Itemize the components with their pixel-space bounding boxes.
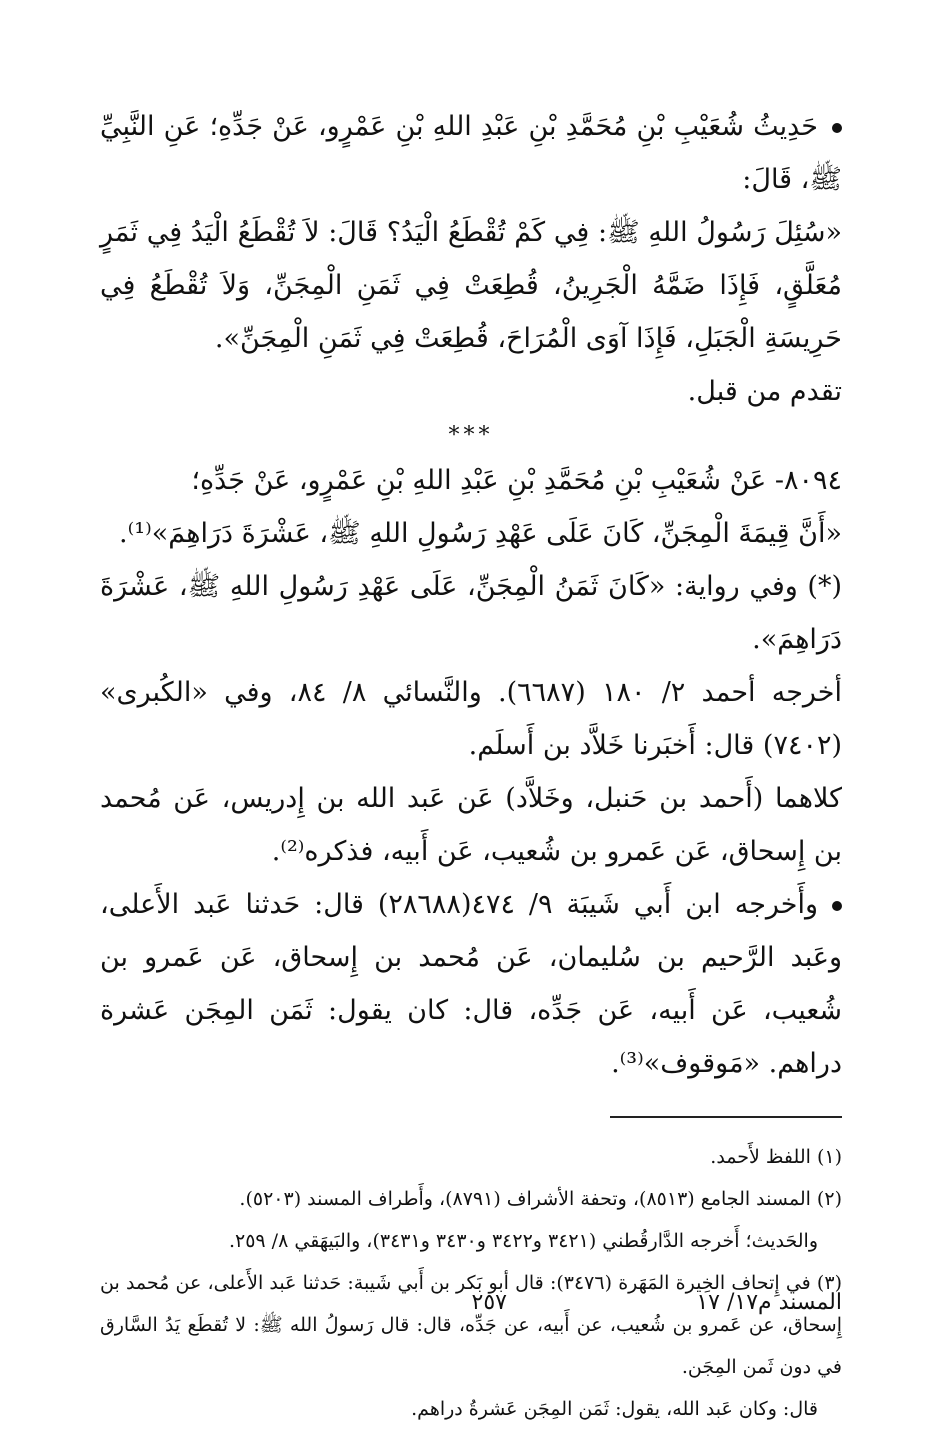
- main-text: [100, 100, 842, 1090]
- signature-mark: المسند م١٧/ ١٧: [696, 1290, 842, 1315]
- paragraph-variant: (*) وفي رواية: «كَانَ ثَمَنُ الْمِجَنِّ، عَلَى عَهْدِ رَسُولِ اللهِ ﷺ، عَشْرَةَ دَرَاهِمَ».: [100, 571, 842, 655]
- paragraph-text: وأَخرجه ابن أَبي شَيبَة ٩/ ٤٧٤(٢٨٦٨٨) قال: حَدثنا عَبد الأَعلى، وعَبد الرَّحيم بن سُليمان، عَن مُحمد بن إِسحاق، عَن عَمرو بن شُعيب، عَن أَبيه، عَن جَدِّه، قال: كان يقول: ثَمَن المِجَن عَشرة دراهم. «مَوقوف»⁽³⁾.: [100, 889, 842, 1079]
- footnote-2: (٢) المسند الجامع (٨٥١٣)، وتحفة الأشراف (٨٧٩١)، وأَطراف المسند (٥٢٠٣).: [239, 1188, 842, 1210]
- footnotes: [100, 1136, 842, 1430]
- page-number: ٢٥٧: [471, 1290, 507, 1315]
- footnote-3-continued: قال: وكان عَبد الله، يقول: ثَمَن المِجَن عَشرةُ دراهم.: [411, 1398, 818, 1420]
- paragraph-note: تقدم من قبل.: [687, 376, 842, 407]
- paragraph-hadith-text: «سُئِلَ رَسُولُ اللهِ ﷺ: فِي كَمْ تُقْطَعُ الْيَدُ؟ قَالَ: لاَ تُقْطَعُ الْيَدُ فِي ثَمَرٍ مُعَلَّقٍ، فَإِذَا ضَمَّهُ الْجَرِينُ، قُطِعَتْ فِي ثَمَنِ الْمِجَنِّ، وَلاَ تُقْطَعُ فِي حَرِيسَةِ الْجَبَلِ، فَإِذَا آوَى الْمُرَاحَ، قُطِعَتْ فِي ثَمَنِ الْمِجَنِّ».: [100, 217, 842, 354]
- paragraph-takhrij-2: كلاهما (أَحمد بن حَنبل، وخَلاَّد) عَن عَبد الله بن إِدريس، عَن مُحمد بن إِسحاق، عَن عَمرو بن شُعيب، عَن أَبيه، فذكره⁽²⁾.: [100, 783, 842, 867]
- footnote-3: (٣) في إِتحاف الخِيرة المَهَرة (٣٤٧٦): قال أبو بَكر بن أَبي شَيبة: حَدثنا عَبد الأَعلى، عن مُحمد بن إِسحاق، عن عَمرو بن شُعيب، عن أَبيه، عن جَدِّه، قال: قال رَسولُ الله ﷺ: لا تُقطَع يَدُ السَّارق في دون ثَمن المِجَن.: [100, 1272, 842, 1378]
- page-footer: [100, 1290, 842, 1326]
- footnote-1: (١) اللفظ لأَحمد.: [710, 1146, 842, 1168]
- page-body: [100, 100, 842, 1430]
- paragraph-hadith-text-2: «أَنَّ قِيمَةَ الْمِجَنِّ، كَانَ عَلَى عَهْدِ رَسُولِ اللهِ ﷺ، عَشْرَةَ دَرَاهِمَ»⁽¹⁾.: [119, 518, 842, 549]
- paragraph-takhrij-1: أخرجه أحمد ٢/ ١٨٠ (٦٦٨٧). والنَّسائي ٨/ ٨٤، وفي «الكُبرى» (٧٤٠٢) قال: أَخبَرنا خَلاَّد بن أَسلَم.: [100, 677, 842, 761]
- section-separator: ***: [448, 423, 494, 448]
- footnote-2-continued: والحَديث؛ أَخرجه الدَّارقُطني (٣٤٢١ و٣٤٢٢ و٣٤٣٠ و٣٤٣١)، والبَيهَقي ٨/ ٢٥٩.: [228, 1230, 818, 1252]
- paragraph-text: حَدِيثُ شُعَيْبِ بْنِ مُحَمَّدِ بْنِ عَبْدِ اللهِ بْنِ عَمْرٍو، عَنْ جَدِّهِ؛ عَنِ النَّبِيِّ ﷺ، قَالَ:: [100, 111, 842, 195]
- bullet-icon: [832, 901, 842, 911]
- hadith-number-line: ٨٠٩٤- عَنْ شُعَيْبِ بْنِ مُحَمَّدِ بْنِ عَبْدِ اللهِ بْنِ عَمْرٍو، عَنْ جَدِّهِ؛: [191, 465, 842, 496]
- footnote-divider: [610, 1116, 842, 1118]
- paragraph-hadith-intro: [100, 100, 842, 206]
- bullet-icon: [832, 123, 842, 133]
- paragraph-takhrij-3: [100, 878, 842, 1090]
